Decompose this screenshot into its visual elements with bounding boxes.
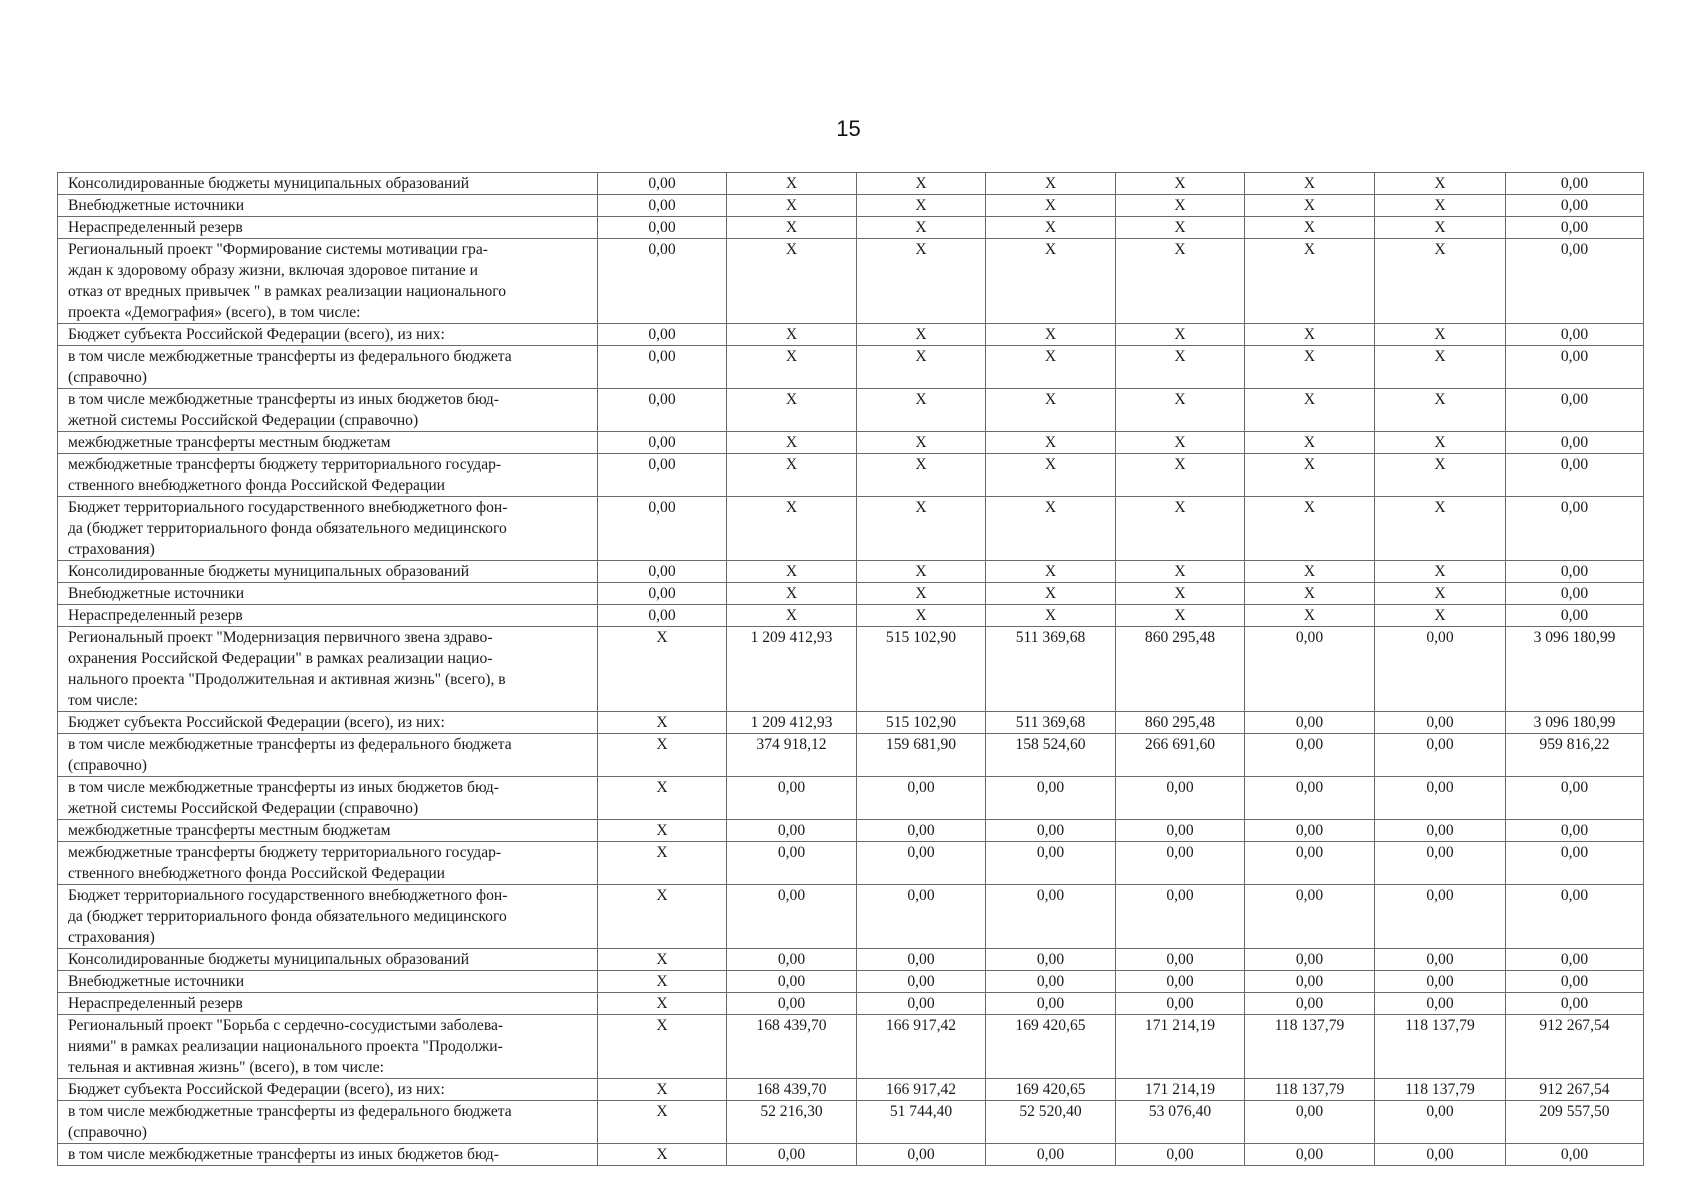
row-label: Внебюджетные источники [58, 971, 598, 993]
table-row [58, 1144, 1644, 1166]
value-cell: 0,00 [598, 497, 727, 561]
value-cell: 860 295,48 [1116, 627, 1245, 712]
value-cell: 0,00 [727, 842, 857, 885]
value-cell: 0,00 [1506, 432, 1644, 454]
value-cell: 0,00 [1245, 627, 1375, 712]
value-cell: X [1116, 195, 1245, 217]
value-cell: 166 917,42 [857, 1015, 986, 1079]
value-cell: X [986, 239, 1116, 324]
value-cell: X [857, 389, 986, 432]
value-cell: X [986, 497, 1116, 561]
value-cell: X [598, 842, 727, 885]
value-cell: 511 369,68 [986, 627, 1116, 712]
row-label: в том числе межбюджетные трансферты из федерального бюджета (справочно) [58, 346, 598, 389]
budget-table [57, 172, 1644, 1166]
value-cell: 0,00 [727, 885, 857, 949]
value-cell: 0,00 [598, 239, 727, 324]
value-cell: X [598, 971, 727, 993]
table-body [58, 173, 1644, 1166]
value-cell: X [598, 734, 727, 777]
value-cell: 0,00 [1245, 885, 1375, 949]
value-cell: X [598, 777, 727, 820]
value-cell: X [598, 993, 727, 1015]
value-cell: 0,00 [1506, 1144, 1644, 1166]
value-cell: X [857, 454, 986, 497]
table-row [58, 971, 1644, 993]
row-label: межбюджетные трансферты местным бюджетам [58, 820, 598, 842]
value-cell: 374 918,12 [727, 734, 857, 777]
value-cell: X [727, 389, 857, 432]
row-label: в том числе межбюджетные трансферты из федерального бюджета (справочно) [58, 1101, 598, 1144]
value-cell: X [1116, 605, 1245, 627]
table-row [58, 820, 1644, 842]
value-cell: X [727, 454, 857, 497]
value-cell: 0,00 [598, 432, 727, 454]
value-cell: 0,00 [598, 605, 727, 627]
value-cell: 1 209 412,93 [727, 712, 857, 734]
value-cell: 0,00 [1116, 842, 1245, 885]
value-cell: X [857, 605, 986, 627]
row-label: Внебюджетные источники [58, 195, 598, 217]
value-cell: 0,00 [1506, 173, 1644, 195]
value-cell: 0,00 [1375, 820, 1506, 842]
value-cell: X [857, 497, 986, 561]
value-cell: 0,00 [1506, 389, 1644, 432]
value-cell: X [1116, 346, 1245, 389]
value-cell: 51 744,40 [857, 1101, 986, 1144]
value-cell: X [598, 1144, 727, 1166]
value-cell: 0,00 [598, 561, 727, 583]
value-cell: X [986, 195, 1116, 217]
value-cell: 52 216,30 [727, 1101, 857, 1144]
value-cell: 209 557,50 [1506, 1101, 1644, 1144]
value-cell: 0,00 [1375, 627, 1506, 712]
value-cell: 0,00 [857, 993, 986, 1015]
value-cell: 0,00 [1506, 454, 1644, 497]
value-cell: X [986, 432, 1116, 454]
table-row [58, 389, 1644, 432]
value-cell: X [1245, 173, 1375, 195]
value-cell: X [1116, 324, 1245, 346]
value-cell: X [1245, 195, 1375, 217]
table-row [58, 777, 1644, 820]
value-cell: 0,00 [1116, 820, 1245, 842]
row-label: Бюджет субъекта Российской Федерации (всего), из них: [58, 1079, 598, 1101]
value-cell: X [727, 324, 857, 346]
table-row [58, 1101, 1644, 1144]
table-row [58, 993, 1644, 1015]
value-cell: 0,00 [598, 454, 727, 497]
value-cell: X [1245, 217, 1375, 239]
value-cell: 860 295,48 [1116, 712, 1245, 734]
row-label: межбюджетные трансферты местным бюджетам [58, 432, 598, 454]
value-cell: 0,00 [727, 949, 857, 971]
value-cell: 515 102,90 [857, 627, 986, 712]
value-cell: 0,00 [857, 820, 986, 842]
table-row [58, 734, 1644, 777]
row-label: в том числе межбюджетные трансферты из иных бюджетов бюд- [58, 1144, 598, 1166]
value-cell: 0,00 [1116, 777, 1245, 820]
value-cell: 0,00 [986, 1144, 1116, 1166]
value-cell: 0,00 [1506, 324, 1644, 346]
value-cell: 0,00 [1375, 949, 1506, 971]
table-row [58, 1079, 1644, 1101]
value-cell: 0,00 [1506, 561, 1644, 583]
value-cell: X [1375, 195, 1506, 217]
value-cell: 169 420,65 [986, 1079, 1116, 1101]
value-cell: 0,00 [857, 1144, 986, 1166]
row-label: Нераспределенный резерв [58, 605, 598, 627]
value-cell: 0,00 [727, 993, 857, 1015]
value-cell: X [857, 239, 986, 324]
row-label: Бюджет территориального государственного внебюджетного фон- да (бюджет территориального фонда обязательного медицинского страхования) [58, 885, 598, 949]
value-cell: 0,00 [598, 324, 727, 346]
value-cell: X [727, 346, 857, 389]
value-cell: 0,00 [1245, 949, 1375, 971]
value-cell: 0,00 [986, 971, 1116, 993]
value-cell: X [1245, 389, 1375, 432]
value-cell: X [727, 239, 857, 324]
value-cell: 0,00 [857, 971, 986, 993]
value-cell: 0,00 [1506, 777, 1644, 820]
value-cell: X [1245, 346, 1375, 389]
table-row [58, 324, 1644, 346]
value-cell: X [1245, 454, 1375, 497]
value-cell: X [727, 173, 857, 195]
value-cell: 171 214,19 [1116, 1015, 1245, 1079]
value-cell: X [727, 432, 857, 454]
value-cell: 0,00 [1245, 1101, 1375, 1144]
value-cell: 0,00 [986, 949, 1116, 971]
table-row [58, 583, 1644, 605]
value-cell: 118 137,79 [1375, 1015, 1506, 1079]
row-label: Консолидированные бюджеты муниципальных образований [58, 949, 598, 971]
value-cell: X [986, 389, 1116, 432]
value-cell: 0,00 [727, 820, 857, 842]
value-cell: 0,00 [1245, 712, 1375, 734]
value-cell: 0,00 [1506, 239, 1644, 324]
value-cell: X [1245, 497, 1375, 561]
value-cell: 0,00 [1506, 195, 1644, 217]
value-cell: 912 267,54 [1506, 1079, 1644, 1101]
value-cell: X [1375, 346, 1506, 389]
value-cell: 0,00 [598, 195, 727, 217]
row-label: Региональный проект "Формирование системы мотивации гра- ждан к здоровому образу жизни, включая здоровое питание и отказ от вредных привычек " в рамках реализации национального проекта «Демография» (всего), в том числе: [58, 239, 598, 324]
value-cell: X [1375, 583, 1506, 605]
value-cell: X [1375, 561, 1506, 583]
value-cell: 0,00 [1506, 346, 1644, 389]
value-cell: X [598, 820, 727, 842]
value-cell: X [1116, 432, 1245, 454]
value-cell: 159 681,90 [857, 734, 986, 777]
value-cell: 0,00 [1245, 777, 1375, 820]
value-cell: 0,00 [598, 173, 727, 195]
value-cell: X [598, 712, 727, 734]
value-cell: 118 137,79 [1245, 1079, 1375, 1101]
row-label: межбюджетные трансферты бюджету территориального государ- ственного внебюджетного фонда Российской Федерации [58, 842, 598, 885]
row-label: Бюджет субъекта Российской Федерации (всего), из них: [58, 324, 598, 346]
value-cell: 0,00 [1116, 885, 1245, 949]
value-cell: 266 691,60 [1116, 734, 1245, 777]
value-cell: 52 520,40 [986, 1101, 1116, 1144]
value-cell: X [1375, 389, 1506, 432]
table-row [58, 432, 1644, 454]
table-row [58, 842, 1644, 885]
value-cell: X [1245, 583, 1375, 605]
value-cell: 53 076,40 [1116, 1101, 1245, 1144]
value-cell: 3 096 180,99 [1506, 627, 1644, 712]
table-row [58, 712, 1644, 734]
row-label: Бюджет территориального государственного внебюджетного фон- да (бюджет территориального фонда обязательного медицинского страхования) [58, 497, 598, 561]
value-cell: 0,00 [1375, 1101, 1506, 1144]
value-cell: X [1245, 239, 1375, 324]
value-cell: X [857, 217, 986, 239]
value-cell: 0,00 [1506, 583, 1644, 605]
value-cell: X [1375, 497, 1506, 561]
value-cell: X [727, 217, 857, 239]
value-cell: 0,00 [986, 993, 1116, 1015]
table-row [58, 195, 1644, 217]
value-cell: X [1375, 432, 1506, 454]
value-cell: 0,00 [986, 885, 1116, 949]
value-cell: 118 137,79 [1375, 1079, 1506, 1101]
value-cell: X [598, 949, 727, 971]
value-cell: 0,00 [1506, 993, 1644, 1015]
value-cell: X [857, 346, 986, 389]
row-label: в том числе межбюджетные трансферты из федерального бюджета (справочно) [58, 734, 598, 777]
value-cell: X [1245, 324, 1375, 346]
value-cell: X [1375, 324, 1506, 346]
row-label: межбюджетные трансферты бюджету территориального государ- ственного внебюджетного фонда Российской Федерации [58, 454, 598, 497]
value-cell: 0,00 [1116, 949, 1245, 971]
value-cell: X [1116, 561, 1245, 583]
value-cell: X [1116, 239, 1245, 324]
table-row [58, 627, 1644, 712]
value-cell: 0,00 [1245, 971, 1375, 993]
row-label: Нераспределенный резерв [58, 993, 598, 1015]
value-cell: 0,00 [1116, 1144, 1245, 1166]
table-row [58, 561, 1644, 583]
table-row [58, 605, 1644, 627]
value-cell: 0,00 [1375, 885, 1506, 949]
value-cell: 0,00 [1506, 820, 1644, 842]
value-cell: 0,00 [598, 217, 727, 239]
row-label: Консолидированные бюджеты муниципальных образований [58, 561, 598, 583]
value-cell: X [986, 561, 1116, 583]
value-cell: X [986, 583, 1116, 605]
value-cell: 0,00 [727, 971, 857, 993]
row-label: Консолидированные бюджеты муниципальных образований [58, 173, 598, 195]
value-cell: X [857, 561, 986, 583]
value-cell: 0,00 [857, 777, 986, 820]
value-cell: 0,00 [1245, 734, 1375, 777]
value-cell: 511 369,68 [986, 712, 1116, 734]
value-cell: X [1245, 432, 1375, 454]
value-cell: X [857, 432, 986, 454]
value-cell: X [598, 1101, 727, 1144]
value-cell: 0,00 [1375, 1144, 1506, 1166]
table-row [58, 497, 1644, 561]
value-cell: 959 816,22 [1506, 734, 1644, 777]
value-cell: X [857, 583, 986, 605]
value-cell: 0,00 [1375, 777, 1506, 820]
value-cell: X [727, 497, 857, 561]
value-cell: 0,00 [598, 346, 727, 389]
value-cell: X [727, 195, 857, 217]
value-cell: 0,00 [986, 777, 1116, 820]
value-cell: 0,00 [1245, 993, 1375, 1015]
value-cell: 3 096 180,99 [1506, 712, 1644, 734]
value-cell: X [1116, 497, 1245, 561]
row-label: Региональный проект "Модернизация первичного звена здраво- охранения Российской Федерации" в рамках реализации нацио- нального проекта "Продолжительная и активная жизнь" (всего), в том числе: [58, 627, 598, 712]
row-label: в том числе межбюджетные трансферты из иных бюджетов бюд- жетной системы Российской Федерации (справочно) [58, 389, 598, 432]
value-cell: X [986, 173, 1116, 195]
row-label: Бюджет субъекта Российской Федерации (всего), из них: [58, 712, 598, 734]
value-cell: 168 439,70 [727, 1015, 857, 1079]
value-cell: 0,00 [1375, 842, 1506, 885]
value-cell: 158 524,60 [986, 734, 1116, 777]
value-cell: 0,00 [1375, 971, 1506, 993]
value-cell: X [598, 1079, 727, 1101]
page-number: 15 [836, 116, 861, 141]
table-row [58, 885, 1644, 949]
row-label: Нераспределенный резерв [58, 217, 598, 239]
value-cell: 0,00 [1245, 1144, 1375, 1166]
value-cell: 0,00 [857, 949, 986, 971]
value-cell: 0,00 [857, 885, 986, 949]
table-row [58, 949, 1644, 971]
value-cell: 0,00 [1116, 993, 1245, 1015]
value-cell: X [857, 195, 986, 217]
value-cell: X [598, 1015, 727, 1079]
value-cell: 168 439,70 [727, 1079, 857, 1101]
value-cell: 0,00 [1375, 712, 1506, 734]
value-cell: X [598, 885, 727, 949]
value-cell: 0,00 [1245, 820, 1375, 842]
value-cell: 0,00 [1506, 497, 1644, 561]
value-cell: 0,00 [1375, 993, 1506, 1015]
value-cell: X [1116, 583, 1245, 605]
value-cell: X [986, 454, 1116, 497]
value-cell: 515 102,90 [857, 712, 986, 734]
value-cell: 0,00 [1506, 842, 1644, 885]
value-cell: 0,00 [1506, 971, 1644, 993]
value-cell: X [727, 605, 857, 627]
value-cell: 0,00 [986, 820, 1116, 842]
value-cell: X [986, 605, 1116, 627]
table-row [58, 346, 1644, 389]
value-cell: X [727, 561, 857, 583]
value-cell: 0,00 [1506, 885, 1644, 949]
value-cell: 0,00 [1506, 949, 1644, 971]
value-cell: 0,00 [1116, 971, 1245, 993]
value-cell: X [1245, 605, 1375, 627]
value-cell: X [1245, 561, 1375, 583]
value-cell: 0,00 [857, 842, 986, 885]
value-cell: X [1375, 454, 1506, 497]
table-row [58, 217, 1644, 239]
value-cell: X [1116, 389, 1245, 432]
value-cell: X [1116, 217, 1245, 239]
value-cell: X [1116, 173, 1245, 195]
table-row [58, 173, 1644, 195]
value-cell: 1 209 412,93 [727, 627, 857, 712]
row-label: Внебюджетные источники [58, 583, 598, 605]
value-cell: X [1375, 605, 1506, 627]
value-cell: 0,00 [1245, 842, 1375, 885]
table-row [58, 1015, 1644, 1079]
row-label: в том числе межбюджетные трансферты из иных бюджетов бюд- жетной системы Российской Федерации (справочно) [58, 777, 598, 820]
value-cell: 118 137,79 [1245, 1015, 1375, 1079]
value-cell: X [1375, 217, 1506, 239]
value-cell: X [598, 627, 727, 712]
value-cell: 0,00 [727, 777, 857, 820]
value-cell: X [727, 583, 857, 605]
value-cell: X [857, 324, 986, 346]
value-cell: 0,00 [1375, 734, 1506, 777]
table-row [58, 239, 1644, 324]
row-label: Региональный проект "Борьба с сердечно-сосудистыми заболева- ниями" в рамках реализации национального проекта "Продолжи- тельная и активная жизнь" (всего), в том числе: [58, 1015, 598, 1079]
value-cell: 0,00 [1506, 605, 1644, 627]
value-cell: X [986, 346, 1116, 389]
value-cell: X [1375, 173, 1506, 195]
value-cell: X [986, 324, 1116, 346]
value-cell: X [1116, 454, 1245, 497]
value-cell: 0,00 [1506, 217, 1644, 239]
value-cell: X [986, 217, 1116, 239]
value-cell: 169 420,65 [986, 1015, 1116, 1079]
value-cell: X [857, 173, 986, 195]
value-cell: X [1375, 239, 1506, 324]
value-cell: 0,00 [986, 842, 1116, 885]
value-cell: 0,00 [727, 1144, 857, 1166]
value-cell: 912 267,54 [1506, 1015, 1644, 1079]
value-cell: 171 214,19 [1116, 1079, 1245, 1101]
value-cell: 166 917,42 [857, 1079, 986, 1101]
value-cell: 0,00 [598, 583, 727, 605]
value-cell: 0,00 [598, 389, 727, 432]
table-row [58, 454, 1644, 497]
